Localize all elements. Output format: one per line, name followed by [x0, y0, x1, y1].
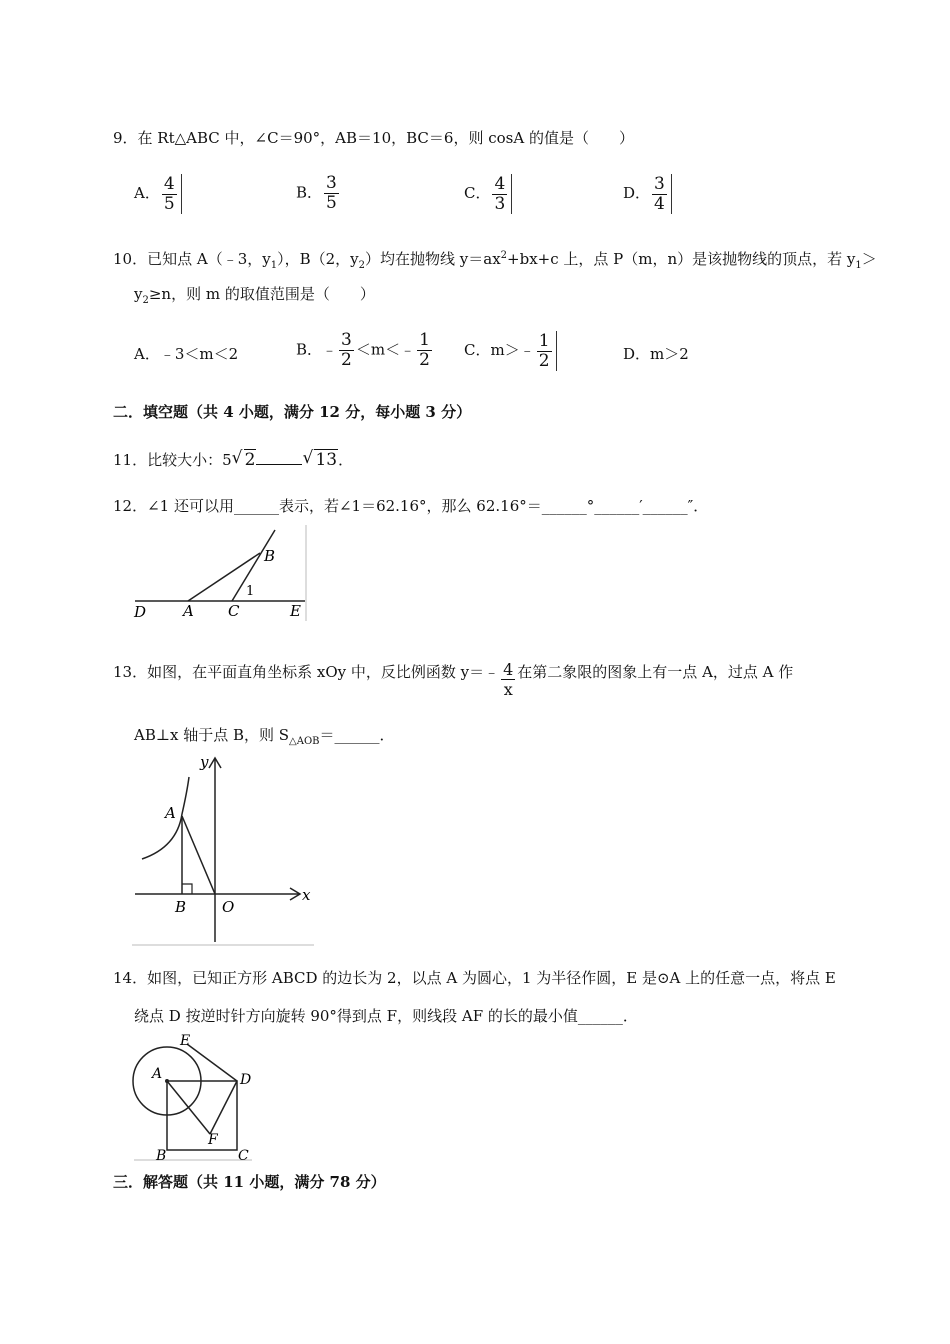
section-3-heading: 三．解答题（共 11 小题，满分 78 分） [113, 1173, 386, 1191]
label-y: y [200, 753, 209, 771]
label-e: E [180, 1033, 191, 1049]
question-14-line2: 绕点 D 按逆时针方向旋转 90°得到点 F，则线段 AF 的长的最小值______． [134, 1007, 638, 1025]
question-11: 11．比较大小：5 √ 2 √ 13． [113, 448, 354, 470]
label-c: C [228, 602, 240, 620]
sqrt: √ 13 [302, 448, 338, 470]
label-b: B [156, 1148, 167, 1164]
q10-option-a[interactable]: A．﹣3＜m＜2 [134, 345, 239, 363]
question-10-stem: 10．已知点 A（﹣3，$y_1$），B（2，$y_2$）均在抛物线 $y=ax^2+bx+c$ 上，点 P（m，n）是该抛物线的顶点，若 $y_1>$ [113, 250, 877, 271]
section-2-heading: 二．填空题（共 4 小题，满分 12 分，每小题 3 分） [113, 403, 472, 421]
question-13-stem: 13．如图，在平面直角坐标系 xOy 中，反比例函数 y＝﹣ $\frac{4}{x}$ 在第二象限的图象上有一点 A，过点 A 作 [113, 660, 794, 699]
figure-q14 [130, 1032, 260, 1164]
fraction: $\frac{4}{3}$ [494, 173, 506, 214]
figure-q12 [130, 525, 310, 625]
question-10-line2: $y_2\ge n$，则 m 的取值范围是（ ） [134, 285, 375, 306]
fraction: $\frac{3}{4}$ [654, 173, 665, 214]
fraction: $\frac{3}{2}$ [341, 330, 352, 370]
label-b: B [175, 898, 187, 916]
q10-option-b[interactable]: B．﹣ $\frac{3}{2}$ ＜m＜﹣ $\frac{1}{2}$ [296, 330, 430, 370]
label-a: A [152, 1066, 163, 1082]
label-c: C [238, 1148, 249, 1164]
fraction: $\frac{1}{2}$ [419, 330, 430, 370]
label-a: A [165, 804, 176, 822]
fraction: $\frac{3}{5}$ [326, 173, 337, 213]
q9-option-a[interactable]: A． $\frac{4}{5}$ [134, 174, 182, 214]
question-12: 12．∠1 还可以用______表示，若∠1＝62.16°，那么 62.16°＝______°______′______″． [113, 497, 709, 515]
label-d: D [240, 1072, 252, 1088]
question-13-line2: AB⊥x 轴于点 B，则 $S_{\triangle AOB}=\_\_\_\_\_\_$． [134, 726, 395, 747]
q9-option-d[interactable]: D． $\frac{3}{4}$ [623, 174, 672, 214]
label-x: x [302, 886, 311, 904]
label-b: B [264, 547, 276, 565]
q10-option-c[interactable]: C．m＞﹣ $\frac{1}{2}$ [464, 331, 557, 371]
label-a: A [183, 602, 194, 620]
fraction: $\frac{4}{x}$ [503, 660, 514, 699]
label-o: O [222, 898, 235, 916]
label-e: E [290, 602, 301, 620]
label-angle-1: 1 [246, 584, 255, 599]
label-f: F [208, 1132, 218, 1148]
fraction: $\frac{1}{2}$ [538, 330, 550, 371]
figure-q13 [132, 752, 317, 948]
q9-option-c[interactable]: C． $\frac{4}{3}$ [464, 174, 512, 214]
question-9-stem: 9．在 Rt△ABC 中，∠C＝90°，AB＝10，BC＝6，则 cosA 的值是（ ） [113, 129, 634, 147]
fraction: $\frac{4}{5}$ [163, 173, 175, 214]
sqrt: √ 2 [231, 448, 256, 470]
label-d: D [134, 603, 147, 621]
q9-option-b[interactable]: B． $\frac{3}{5}$ [296, 173, 337, 213]
question-14-line1: 14．如图，已知正方形 ABCD 的边长为 2，以点 A 为圆心，1 为半径作圆，E 是⊙A 上的任意一点，将点 E [113, 969, 836, 987]
q10-option-d[interactable]: D．m＞2 [623, 345, 689, 363]
